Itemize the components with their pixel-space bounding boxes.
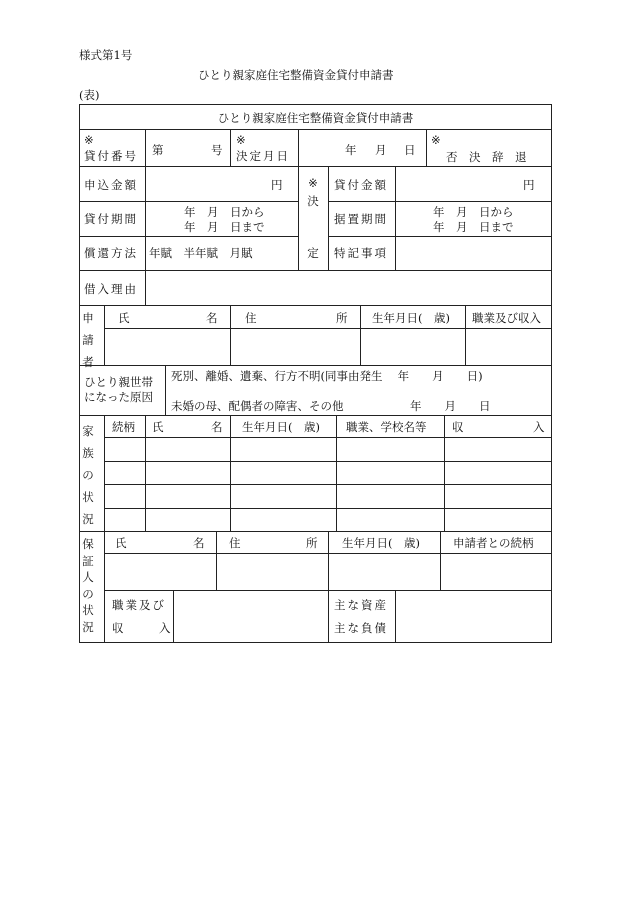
reason-option-line1: 死別、離婚、遺棄、行方不明(同事由発生 年 月 日) — [171, 369, 483, 383]
decision-status-options: 否 決 辞 退 — [446, 150, 527, 164]
mark-note: ※ — [308, 176, 318, 190]
divider — [426, 129, 427, 166]
applicant-name-mei: 名 — [206, 311, 218, 325]
special-notes-label: 特記事項 — [334, 246, 388, 260]
applicant-name-shi: 氏 — [118, 311, 130, 325]
family-side-label: 家族の状況 — [82, 424, 94, 526]
guarantor-assets-label: 主な資産 — [334, 598, 388, 612]
family-income-shu: 収 — [452, 420, 464, 434]
family-row[interactable] — [105, 438, 551, 460]
guarantor-job-label-line1: 職業及び — [112, 598, 166, 612]
loan-number-go: 号 — [211, 143, 223, 157]
guarantor-relation-field[interactable] — [441, 554, 551, 589]
borrow-reason-label: 借入理由 — [84, 282, 138, 296]
special-notes-field[interactable] — [396, 237, 551, 269]
applicant-name-field[interactable] — [105, 329, 229, 364]
family-name-shi: 氏 — [152, 420, 164, 434]
applicant-birth-field[interactable] — [361, 329, 464, 364]
loan-number-dai: 第 — [152, 143, 164, 157]
document-title: ひとり親家庭住宅整備資金貸付申請書 — [198, 68, 394, 82]
divider — [79, 305, 552, 306]
mark-note: ※ — [236, 133, 246, 147]
applicant-side-label: 申請者 — [82, 311, 94, 369]
guarantor-name-field[interactable] — [105, 554, 215, 589]
divider — [79, 415, 552, 416]
reason-label-line2: になった原因 — [84, 390, 153, 404]
grace-period-until: 年 月 日まで — [433, 220, 514, 234]
reason-label-line1: ひとり親世帯 — [84, 375, 153, 389]
applicant-birth-label: 生年月日( 歳) — [372, 311, 450, 325]
loan-amount-yen: 円 — [523, 178, 535, 192]
guarantor-name-shi: 氏 — [115, 536, 127, 550]
guarantor-assets-field[interactable] — [396, 591, 551, 642]
family-income-nyu: 入 — [533, 420, 545, 434]
guarantor-job-nyu: 入 — [159, 621, 171, 635]
guarantor-birth-field[interactable] — [329, 554, 439, 589]
guarantor-relation-label: 申請者との続柄 — [453, 536, 534, 550]
divider — [79, 531, 552, 532]
table-title: ひとり親家庭住宅整備資金貸付申請書 — [217, 111, 414, 125]
guarantor-job-field[interactable] — [174, 591, 327, 642]
divider — [79, 201, 298, 202]
family-row[interactable] — [105, 509, 551, 530]
divider — [79, 236, 298, 237]
family-name-mei: 名 — [211, 420, 223, 434]
apply-amount-yen: 円 — [271, 178, 283, 192]
loan-amount-label: 貸付金額 — [334, 178, 388, 192]
decision-tei: 定 — [307, 246, 319, 260]
decision-month: 月 — [375, 143, 387, 157]
guarantor-side-label: 保証人の状況 — [82, 537, 94, 634]
applicant-job-income-label: 職業及び収入 — [472, 311, 541, 325]
applicant-addr-ju: 住 — [245, 311, 257, 325]
guarantor-job-shu: 収 — [112, 621, 124, 635]
loan-period-until: 年 月 日まで — [184, 220, 265, 234]
family-row[interactable] — [105, 462, 551, 483]
guarantor-name-mei: 名 — [193, 536, 205, 550]
divider — [145, 129, 146, 166]
borrow-reason-field[interactable] — [146, 271, 551, 304]
applicant-addr-sho: 所 — [336, 311, 348, 325]
grace-period-from: 年 月 日から — [433, 205, 514, 219]
applicant-address-field[interactable] — [231, 329, 359, 364]
side-label: (表) — [79, 88, 100, 102]
decision-ketsu: 決 — [307, 194, 319, 208]
divider — [230, 129, 231, 166]
family-birth-label: 生年月日( 歳) — [242, 420, 320, 434]
mark-note: ※ — [84, 133, 94, 147]
guarantor-address-field[interactable] — [217, 554, 327, 589]
divider — [165, 365, 166, 415]
repayment-options: 年賦 半年賦 月賦 — [149, 246, 253, 260]
decision-year: 年 — [345, 143, 357, 157]
divider — [328, 166, 329, 270]
guarantor-liabilities-label: 主な負債 — [334, 621, 388, 635]
loan-number-label: 貸付番号 — [84, 149, 138, 163]
family-relation-label: 続柄 — [112, 420, 135, 434]
decision-day: 日 — [404, 143, 416, 157]
decision-date-label: 決定月日 — [236, 149, 290, 163]
family-job-school-label: 職業、学校名等 — [346, 420, 427, 434]
form-number: 様式第1号 — [79, 48, 133, 62]
divider — [298, 129, 299, 166]
guarantor-birth-label: 生年月日( 歳) — [342, 536, 420, 550]
repayment-label: 償還方法 — [84, 246, 138, 260]
divider — [79, 365, 552, 366]
loan-period-from: 年 月 日から — [184, 205, 265, 219]
reason-option-line2-date: 年 月 日 — [410, 399, 491, 413]
divider — [328, 201, 552, 202]
loan-period-label: 貸付期間 — [84, 212, 138, 226]
family-row[interactable] — [105, 485, 551, 507]
grace-period-label: 据置期間 — [334, 212, 388, 226]
guarantor-addr-ju: 住 — [229, 536, 241, 550]
mark-note: ※ — [431, 133, 441, 147]
guarantor-addr-sho: 所 — [306, 536, 318, 550]
applicant-job-field[interactable] — [466, 329, 551, 364]
divider — [79, 129, 552, 130]
apply-amount-label: 申込金額 — [84, 178, 138, 192]
reason-option-line2: 未婚の母、配偶者の障害、その他 — [171, 399, 344, 413]
